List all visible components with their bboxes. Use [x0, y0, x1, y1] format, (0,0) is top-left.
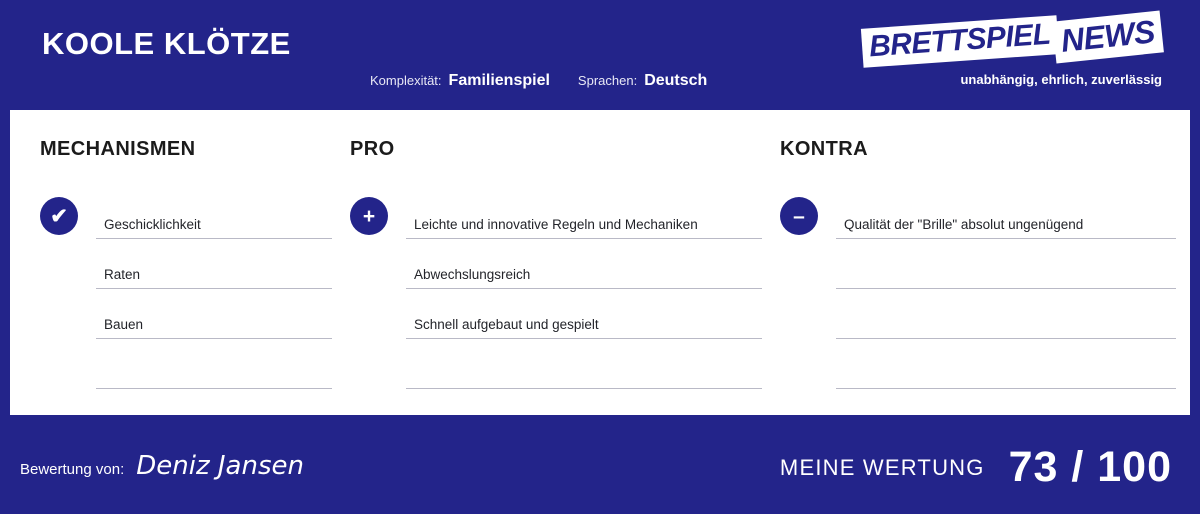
- list-item: [350, 289, 780, 339]
- column-pro: [350, 110, 780, 415]
- kontra-item-1: Qualität der "Brille" absolut ungenügend: [836, 217, 1176, 239]
- meta-languages-label: Sprachen:: [577, 73, 638, 88]
- list-item: [780, 289, 1190, 339]
- mechanisms-item-3: Bauen: [96, 317, 332, 339]
- meta-languages-value: Deutsch: [644, 72, 708, 89]
- list-item: [350, 189, 780, 239]
- page-title: KOOLE KLÖTZE: [42, 26, 291, 61]
- list-item: [40, 189, 350, 239]
- mechanisms-item-1: Geschicklichkeit: [96, 217, 332, 239]
- list-item: [780, 339, 1190, 389]
- kontra-item-4: [836, 367, 1176, 389]
- kontra-item-2: [836, 267, 1176, 289]
- minus-icon: –: [780, 197, 818, 235]
- list-item: [40, 239, 350, 289]
- logo-word-brettspiel: BRETTSPIEL: [861, 15, 1059, 68]
- score-value: 73 / 100: [1008, 443, 1172, 491]
- card-header: [0, 0, 1200, 110]
- content-panel: [10, 110, 1190, 415]
- list-item: [780, 189, 1190, 239]
- mechanisms-item-4: [96, 367, 332, 389]
- brettspiel-news-logo: [868, 13, 1166, 94]
- meta-complexity: [370, 72, 550, 90]
- mechanisms-item-2: Raten: [96, 267, 332, 289]
- mechanisms-list: [40, 189, 350, 389]
- score-label: MEINE WERTUNG: [779, 454, 985, 480]
- pro-item-2: Abwechslungsreich: [406, 267, 762, 289]
- game-meta: [370, 72, 707, 90]
- plus-icon: +: [350, 197, 388, 235]
- pro-item-4: [406, 367, 762, 389]
- column-kontra: [780, 110, 1190, 415]
- pro-list: [350, 189, 780, 389]
- list-item: [40, 289, 350, 339]
- meta-languages: [578, 72, 707, 90]
- rating-by-label: Bewertung von:: [20, 461, 125, 478]
- card-footer: [0, 415, 1200, 514]
- check-icon: ✔: [40, 197, 78, 235]
- pro-item-1: Leichte und innovative Regeln und Mechaniken: [406, 217, 762, 239]
- column-title-kontra: KONTRA: [780, 138, 868, 160]
- column-mechanisms: [10, 110, 350, 415]
- logo-word-news: NEWS: [1052, 10, 1164, 63]
- pro-item-3: Schnell aufgebaut und gespielt: [406, 317, 762, 339]
- meta-complexity-value: Familienspiel: [448, 72, 550, 89]
- logo-tagline: unabhängig, ehrlich, zuverlässig: [960, 72, 1162, 87]
- reviewer-block: [20, 451, 304, 481]
- reviewer-name: Deniz Jansen: [136, 451, 304, 481]
- kontra-item-3: [836, 317, 1176, 339]
- list-item: [350, 339, 780, 389]
- meta-complexity-label: Komplexität:: [370, 73, 442, 88]
- logo-wordmark: [868, 13, 1166, 64]
- column-title-pro: PRO: [350, 138, 395, 160]
- list-item: [350, 239, 780, 289]
- kontra-list: [780, 189, 1190, 389]
- column-title-mechanisms: MECHANISMEN: [40, 138, 196, 160]
- list-item: [40, 339, 350, 389]
- list-item: [780, 239, 1190, 289]
- score-block: [780, 443, 1172, 492]
